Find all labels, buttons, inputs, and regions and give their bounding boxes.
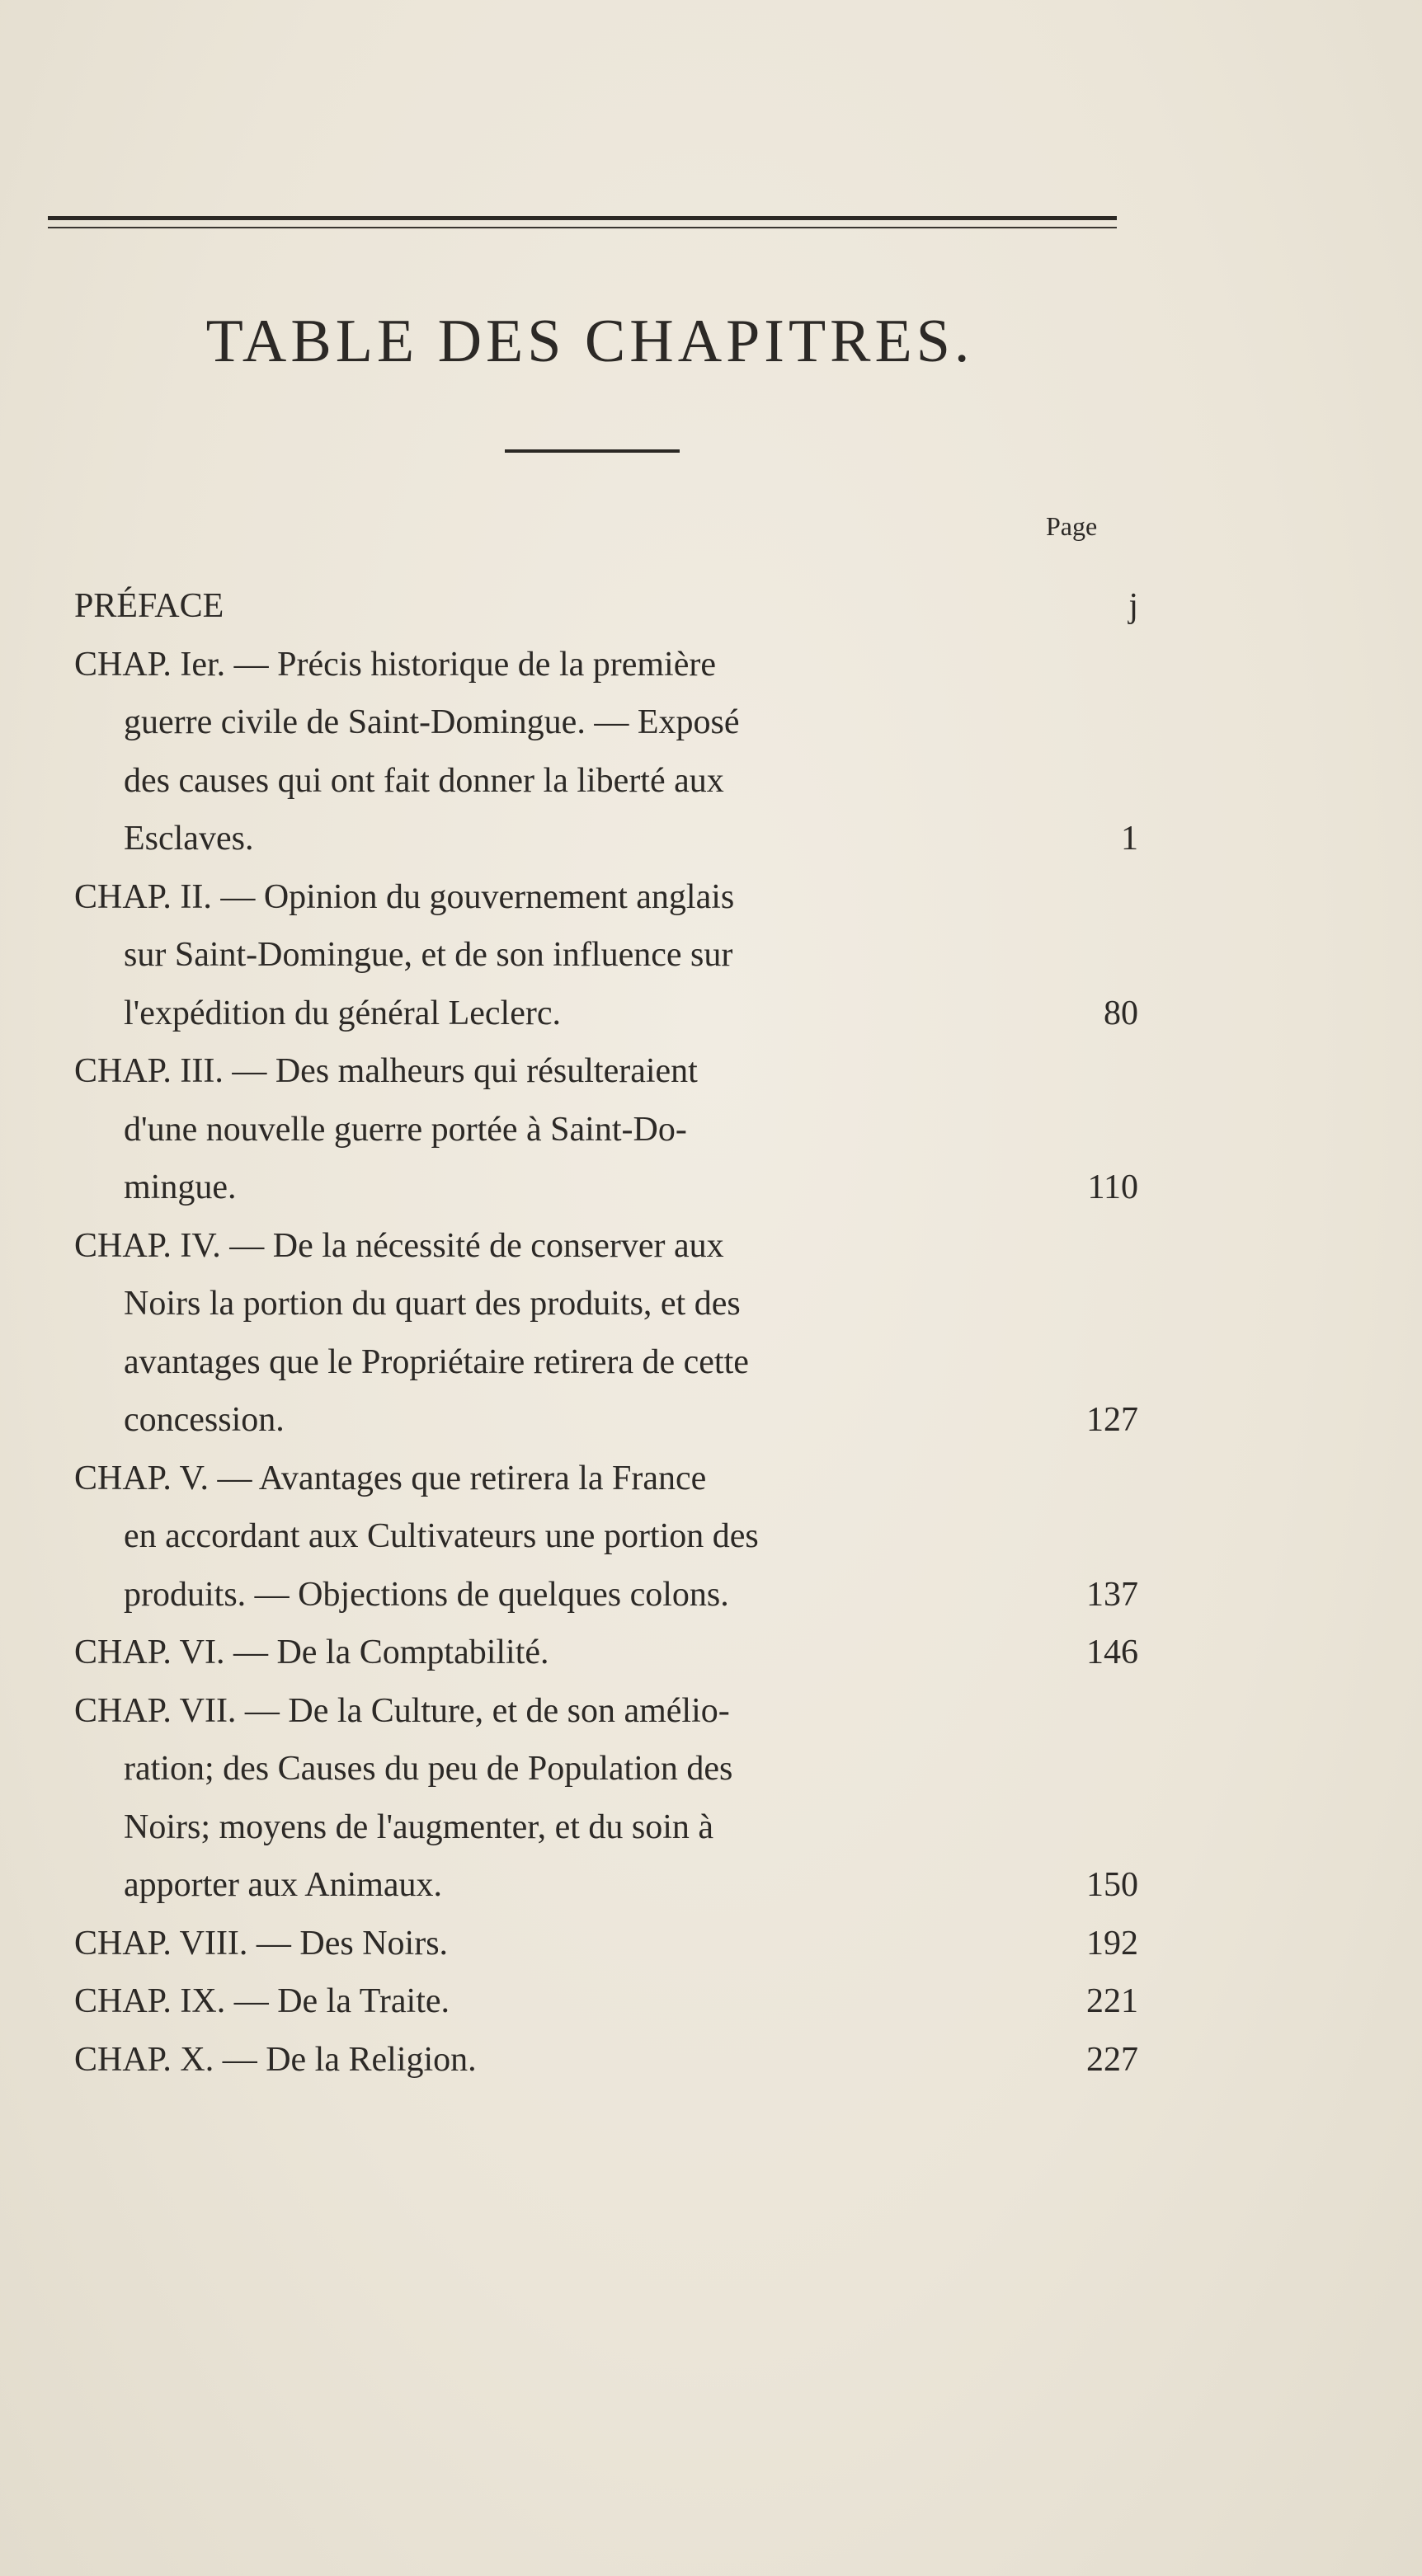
- toc-page-number: 127: [1086, 1401, 1138, 1439]
- toc-entry-line: CHAP. III. — Des malheurs qui résulteraient: [74, 1052, 698, 1090]
- toc-entry-line: avantages que le Propriétaire retirera de cette: [124, 1342, 749, 1381]
- toc-page-number: 221: [1086, 1982, 1138, 2020]
- toc-entry-line: Esclaves.: [124, 820, 254, 858]
- toc-entry-line: CHAP. VIII. — Des Noirs.: [74, 1924, 449, 1963]
- toc-entry-line: CHAP. X. — De la Religion.: [74, 2040, 477, 2079]
- toc-entry-line: CHAP. V. — Avantages que retirera la France: [74, 1459, 707, 1497]
- toc-entry-line: CHAP. Ier. — Précis historique de la première: [74, 645, 716, 684]
- toc-entry-line: l'expédition du général Leclerc.: [124, 994, 561, 1032]
- toc-entry-line: Noirs; moyens de l'augmenter, et du soin à: [124, 1807, 714, 1846]
- toc-entry-line: produits. — Objections de quelques colons.: [124, 1575, 729, 1614]
- toc-entry-line: d'une nouvelle guerre portée à Saint-Do-: [124, 1110, 687, 1149]
- page-title: TABLE DES CHAPITRES.: [205, 308, 974, 375]
- toc-page-number: 146: [1086, 1634, 1138, 1671]
- top-double-rule: [48, 216, 1117, 220]
- top-double-rule-thin: [48, 227, 1117, 228]
- toc-entry-line: apporter aux Animaux.: [124, 1866, 443, 1904]
- toc-page-number: 227: [1086, 2040, 1138, 2079]
- toc-entry-line: CHAP. IX. — De la Traite.: [74, 1982, 450, 2020]
- page-column-header: Page: [1046, 511, 1098, 541]
- toc-entry-line: CHAP. IV. — De la nécessité de conserver aux: [74, 1226, 724, 1265]
- toc-entry-line: sur Saint-Domingue, et de son influence sur: [124, 936, 733, 974]
- toc-entry-line: Noirs la portion du quart des produits, et des: [124, 1285, 741, 1323]
- title-underline-rule: [505, 449, 680, 453]
- toc-entry-line: ration; des Causes du peu de Population des: [124, 1750, 733, 1788]
- toc-entry-line: CHAP. VII. — De la Culture, et de son amélio-: [74, 1691, 730, 1730]
- toc-entry-line: des causes qui ont fait donner la liberté aux: [124, 761, 724, 800]
- toc-page-number: 1: [1121, 820, 1138, 858]
- toc-entry-line: CHAP. VI. — De la Comptabilité.: [74, 1634, 549, 1671]
- toc-page-number: j: [1128, 587, 1138, 625]
- toc-page-number: 110: [1087, 1168, 1138, 1206]
- toc-page-number: 192: [1086, 1924, 1138, 1963]
- toc-page-number: 150: [1086, 1866, 1138, 1904]
- toc-entry-line: CHAP. II. — Opinion du gouvernement anglais: [74, 877, 735, 916]
- toc-entry-line: en accordant aux Cultivateurs une portion des: [124, 1517, 759, 1555]
- toc-page-number: 137: [1086, 1575, 1138, 1614]
- toc-entry-line: PRÉFACE: [74, 587, 224, 625]
- toc-entry-line: mingue.: [124, 1168, 237, 1206]
- toc-entry-line: concession.: [124, 1401, 285, 1439]
- toc-page-number: 80: [1104, 994, 1138, 1032]
- toc-entry-line: guerre civile de Saint-Domingue. — Exposé: [124, 703, 740, 741]
